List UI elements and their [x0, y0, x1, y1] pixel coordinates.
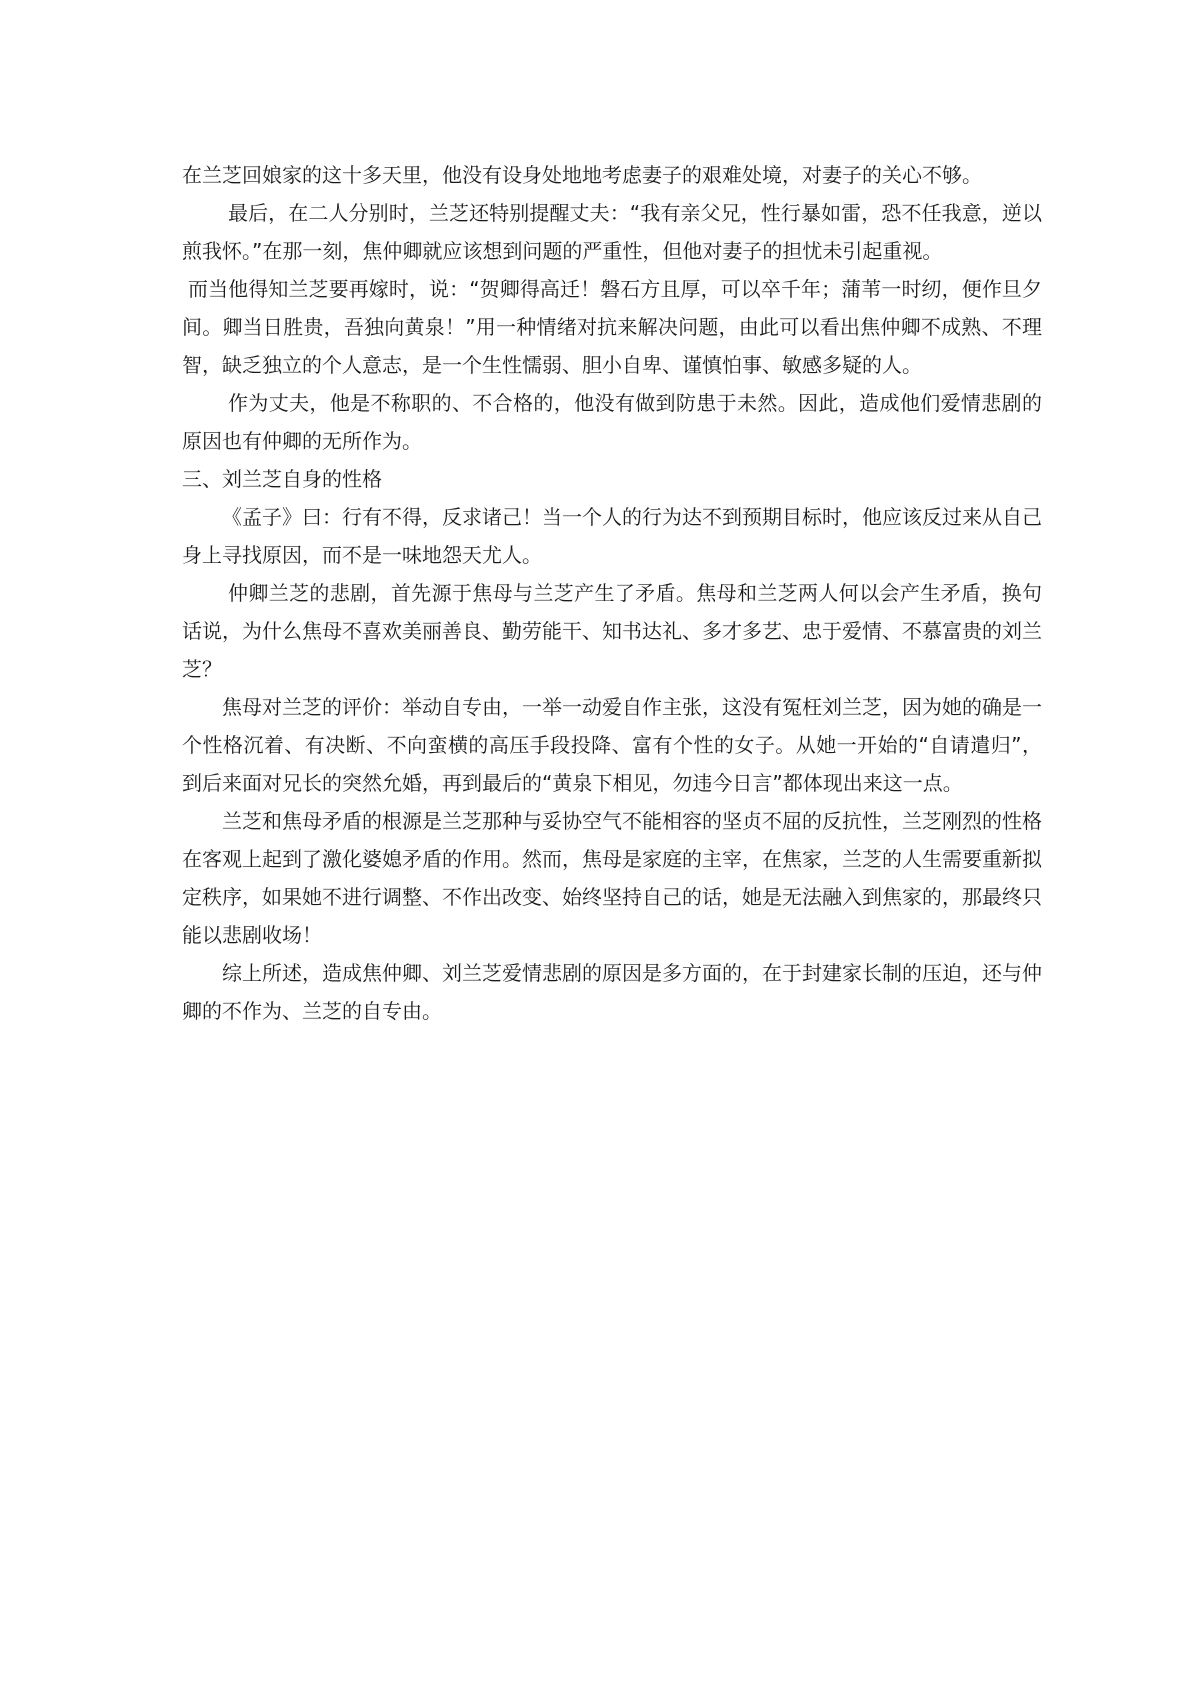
- paragraph-2: 最后，在二人分别时，兰芝还特别提醒丈夫：“我有亲父兄，性行暴如雷，恐不任我意，逆以煎我怀。”在那一刻，焦仲卿就应该想到问题的严重性，但他对妻子的担忧未引起重视。: [182, 201, 1042, 263]
- paragraph-8: 兰芝和焦母矛盾的根源是兰芝那种与妥协空气不能相容的坚贞不屈的反抗性，兰芝刚烈的性格在客观上起到了激化婆媳矛盾的作用。然而，焦母是家庭的主宰，在焦家，兰芝的人生需要重新拟定秩序，如果她不进行调整、不作出改变、始终坚持自己的话，她是无法融入到焦家的，那最终只能以悲剧收场！: [182, 809, 1042, 947]
- section-heading: 三、刘兰芝自身的性格: [182, 467, 382, 491]
- paragraph-3: 而当他得知兰芝要再嫁时，说：“贺卿得高迁！磐石方且厚，可以卒千年；蒲苇一时纫，便作旦夕间。卿当日胜贵，吾独向黄泉！”用一种情绪对抗来解决问题，由此可以看出焦仲卿不成熟、不理智，缺乏独立的个人意志，是一个生性懦弱、胆小自卑、谨慎怕事、敏感多疑的人。: [182, 277, 1042, 377]
- paragraph-6: 仲卿兰芝的悲剧，首先源于焦母与兰芝产生了矛盾。焦母和兰芝两人何以会产生矛盾，换句话说，为什么焦母不喜欢美丽善良、勤劳能干、知书达礼、多才多艺、忠于爱情、不慕富贵的刘兰芝？: [182, 581, 1042, 681]
- document-body: [182, 156, 1042, 1030]
- paragraph-4: 作为丈夫，他是不称职的、不合格的，他没有做到防患于未然。因此，造成他们爱情悲剧的原因也有仲卿的无所作为。: [182, 391, 1042, 453]
- paragraph-1: 在兰芝回娘家的这十多天里，他没有设身处地地考虑妻子的艰难处境，对妻子的关心不够。: [182, 163, 982, 187]
- paragraph-9: 综上所述，造成焦仲卿、刘兰芝爱情悲剧的原因是多方面的，在于封建家长制的压迫，还与仲卿的不作为、兰芝的自专由。: [182, 961, 1042, 1023]
- paragraph-5: 《孟子》曰：行有不得，反求诸己！当一个人的行为达不到预期目标时，他应该反过来从自己身上寻找原因，而不是一味地怨天尤人。: [182, 505, 1042, 567]
- paragraph-7: 焦母对兰芝的评价：举动自专由，一举一动爱自作主张，这没有冤枉刘兰芝，因为她的确是一个性格沉着、有决断、不向蛮横的高压手段投降、富有个性的女子。从她一开始的“自请遣归”，到后来面对兄长的突然允婚，再到最后的“黄泉下相见，勿违今日言”都体现出来这一点。: [182, 695, 1042, 795]
